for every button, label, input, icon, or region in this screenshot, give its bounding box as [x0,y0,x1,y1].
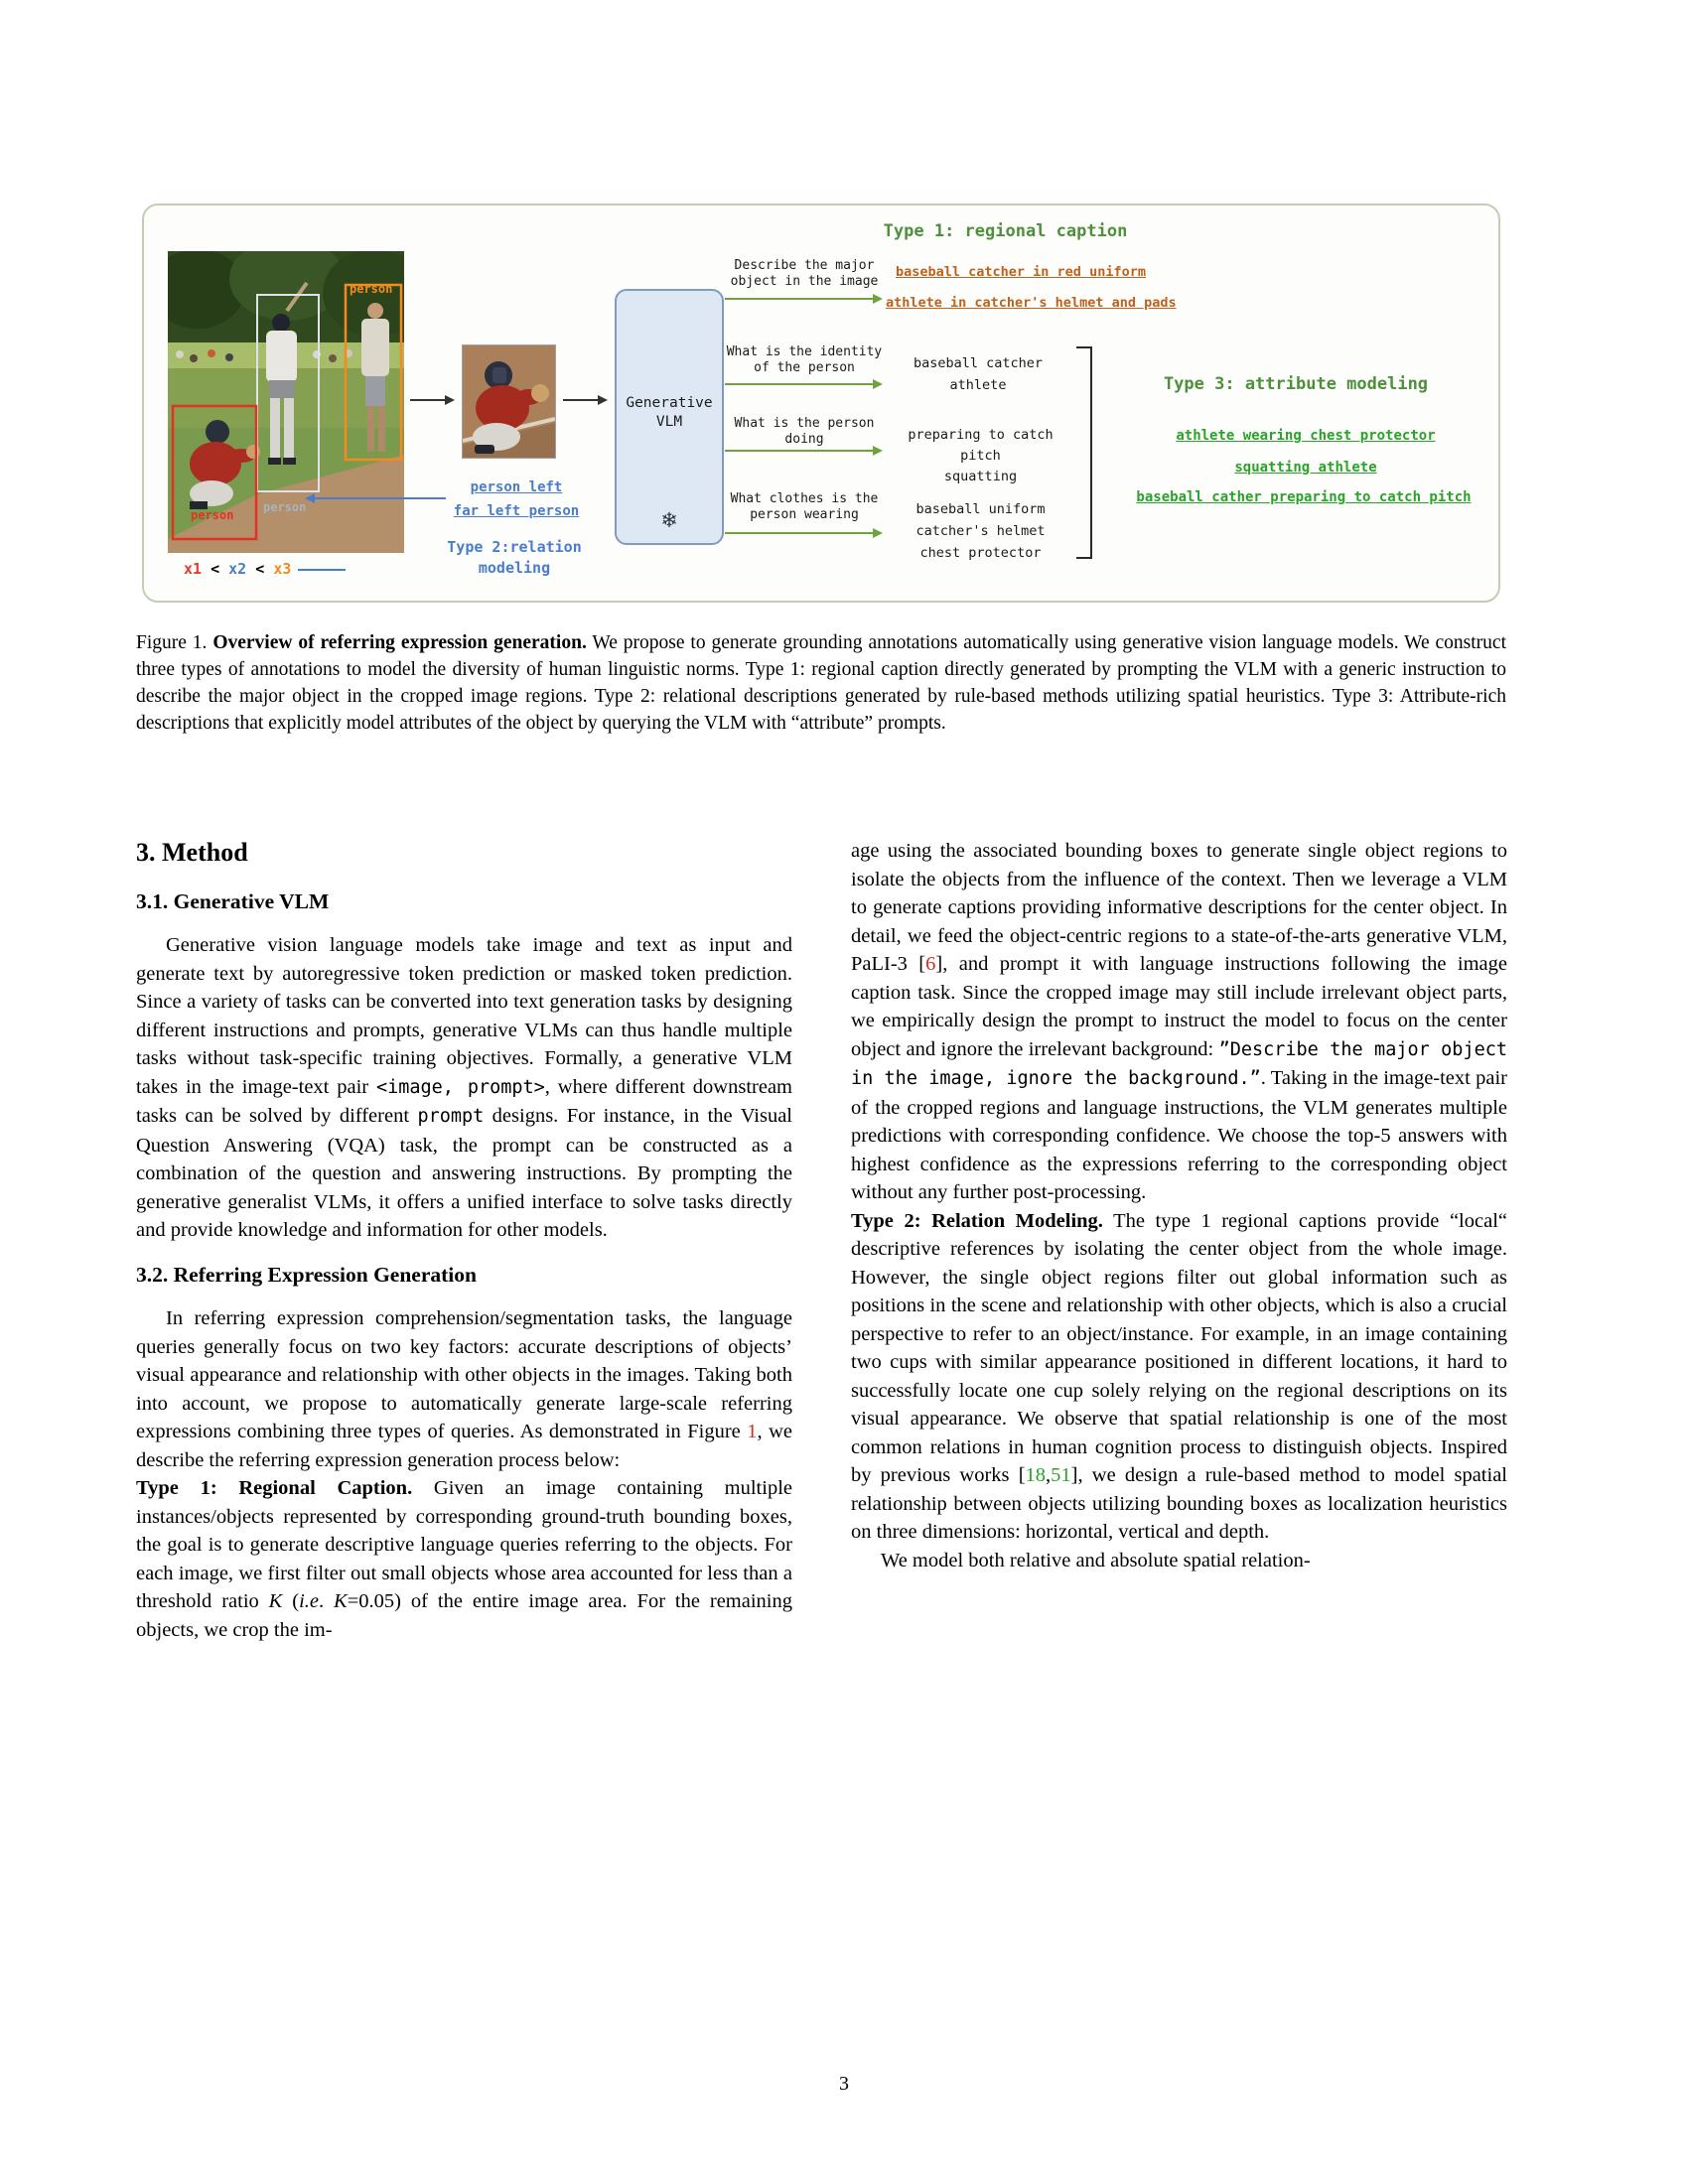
output-line: baseball catcher [913,355,1044,371]
snowflake-icon: ❄ [660,508,678,532]
axis-x2: x2 [228,560,247,578]
axis-x3: x3 [273,560,292,578]
output-line: preparing to catch pitch [908,427,1054,464]
prompt-line: doing [784,432,824,447]
para-type2-relation-modeling [851,1207,1507,1547]
output-line: chest protector [919,545,1042,561]
person-label-red: person [191,508,234,522]
type3-heading: Type 3: attribute modeling [1163,374,1429,394]
vlm-label-line2: VLM [655,414,683,430]
arrow-prompt-1 [725,293,884,305]
type3-item-2: squatting athlete [1234,460,1377,476]
arrow-prompt-2 [725,378,884,390]
caption-label: Figure 1. [136,632,208,653]
paragraph-lead: Type 1: Regional Caption. [136,1477,413,1499]
text-segment: In referring expression comprehension/segmentation tasks, the language queries generally focus on two key factors: accurate descriptions of objects’ visual appearance and relationship with other objects in the images. Taking both into account, we propose to automatically generate large-scale referring expressions combining three types of queries. As demonstrated in Figure [136,1307,792,1442]
vlm-label-line1: Generative [626,395,713,411]
math-k: K [268,1590,283,1612]
prompt-line: Describe the major [734,258,875,273]
relation-link-person-left: person left [470,479,563,495]
citation-6-link[interactable]: 6 [925,953,936,975]
text-segment: The type 1 regional captions provide “local“ descriptive references by isolating the center object from the whole image. However, the single object regions filter out global information such as positions in the scene and relationship with other objects, which is also a crucial perspective to refer to an object/instance. For example, in an image containing two cups with similar appearance positioned in different locations, it hard to successfully locate one cup solely relying on the regional descriptions on its visual appearance. We observe that spatial relationship is one of the most common relations in human cognition process to distinguish objects. Inspired by previous works [ [851,1209,1507,1486]
prompt-line: What is the identity [726,344,883,359]
output-doing [884,425,1077,487]
prompt-line: What clothes is the [730,491,879,506]
citation-18-link[interactable]: 18 [1025,1464,1047,1486]
prompt-identity [725,344,884,376]
type1-heading: Type 1: regional caption [883,221,1128,241]
prompt-clothes [725,491,884,523]
catcher-crop-image [463,345,555,458]
axis-leader-line [298,569,346,571]
left-column [136,837,792,1644]
latin-ie: i.e [299,1590,320,1612]
text-segment: , where different downstream tasks can be solved by different [136,1075,792,1127]
arrow-prompt-4 [725,527,884,539]
output-line: athlete [949,377,1007,393]
citation-51-link[interactable]: 51 [1051,1464,1071,1486]
page-number: 3 [839,2073,849,2095]
arrow-photo-to-crop [410,393,456,407]
coordinate-axis [184,560,291,578]
output-regional-2: athlete in catcher's helmet and pads [886,295,1177,311]
inline-code-instruction: ”Describe the major object in the image, ignore the background.” [851,1038,1507,1089]
bracket-top-tick [1076,346,1092,348]
generative-vlm-box [615,289,724,545]
less-than-sign: < [211,560,220,578]
bracket-vertical [1090,346,1092,559]
prompt-line: object in the image [730,274,879,289]
figure-caption [136,629,1506,737]
relation-link-far-left-person: far left person [453,503,580,519]
two-column-body [136,837,1507,1644]
math-k: K [334,1590,348,1612]
arrow-crop-to-vlm [563,393,609,407]
para-generative-vlm [136,931,792,1245]
prompt-doing [725,416,884,448]
para-spatial-relation [851,1547,1507,1575]
inline-code-image-prompt: <image, prompt> [375,1076,545,1098]
type3-item-3: baseball cather preparing to catch pitch [1136,489,1472,505]
output-line: catcher's helmet [915,523,1046,539]
text-segment: , [1046,1464,1052,1486]
prompt-line: What is the person [734,416,875,431]
text-segment: Given an image containing multiple instances/objects represented by corresponding ground-truth bounding boxes, the goal is to generate descriptive language queries referring to the objects. For each image, we first filter out small objects whose area accounted for less than a threshold ratio [136,1477,792,1612]
person-label-gray: person [263,500,307,514]
para-type1-regional-caption [136,1474,792,1644]
text-segment: ], and prompt it with language instructions following the image caption task. Since the cropped image may still include irrelevant object parts, we empirically design the prompt to instruct the model to focus on the center object and ignore the irrelevant background: [851,953,1507,1060]
subsection-heading-referring-expression: 3.2. Referring Expression Generation [136,1262,477,1287]
figure-1-panel [142,204,1500,603]
para-referring-expression-intro [136,1304,792,1474]
text-segment: =0.05) of the entire image area. For the remaining objects, we crop the im- [136,1590,792,1641]
section-heading-method: 3. Method [136,838,248,867]
caption-title: Overview of referring expression generation. [207,632,587,653]
inline-code-prompt: prompt [417,1106,485,1127]
prompt-describe-object [725,258,884,290]
text-segment: ( [282,1590,300,1612]
text-segment: ], we design a rule-based method to model spatial relationship between objects utilizing bounding boxes as localization heuristics on three dimensions: horizontal, vertical and depth. [851,1464,1507,1543]
type2-heading-line2: modeling [478,559,551,577]
type3-item-1: athlete wearing chest protector [1176,428,1436,444]
text-segment: Generative vision language models take image and text as input and generate text by autoregressive token prediction or masked token prediction. Since a variety of tasks can be converted into text generation tasks by designing different instructions and prompts, generative VLMs can thus handle multiple tasks without task-specific training objectives. Formally, a generative VLM takes in the image-text pair [136,934,792,1098]
type2-heading [425,537,604,579]
prompt-line: of the person [754,360,855,375]
prompt-line: person wearing [750,507,859,522]
text-segment: designs. For instance, in the Visual Question Answering (VQA) task, the prompt can be constructed as a combination of the question and answering instructions. By prompting the generative generalist VLMs, it offers a unified interface to solve tasks directly and provide knowledge and information for other models. [136,1105,792,1241]
arrow-prompt-3 [725,445,884,457]
output-identity [884,352,1072,396]
type2-heading-line1: Type 2:relation [447,538,582,556]
bracket-bottom-tick [1076,557,1092,559]
cropped-object-image [462,344,556,459]
less-than-sign: < [255,560,265,578]
subsection-heading-generative-vlm: 3.1. Generative VLM [136,888,330,913]
paragraph-lead: Type 2: Relation Modeling. [851,1209,1103,1232]
vlm-label [617,394,722,432]
person-label-orange: person [350,282,393,296]
text-segment: . Taking in the image-text pair of the cropped regions and language instructions, the VLM generates multiple predictions with corresponding confidence. We choose the top-5 answers with highest confidence as the expressions referring to the corresponding object without any further post-processing. [851,1067,1507,1203]
text-segment: , we describe the referring expression generation process below: [136,1421,792,1471]
output-line: squatting [943,469,1018,484]
arrow-relation-to-photo [305,491,446,505]
caption-body: We propose to generate grounding annotations automatically using generative vision language models. We construct three types of annotations to model the diversity of human linguistic norms. Type 1: regional caption directly generated by prompting the VLM with a generic instruction to describe the major object in the cropped image regions. Type 2: relational descriptions generated by rule-based methods utilizing spatial heuristics. Type 3: Attribute-rich descriptions that explicitly model attributes of the object by querying the VLM with “attribute” prompts. [136,632,1506,734]
output-clothes [884,498,1077,564]
para-regional-caption-continued [851,837,1507,1207]
output-line: baseball uniform [915,501,1046,517]
output-regional-1: baseball catcher in red uniform [896,264,1146,280]
text-segment: . [319,1590,335,1612]
text-segment: age using the associated bounding boxes to generate single object regions to isolate the objects from the influence of the context. Then we leverage a VLM to generate captions providing informative descriptions for the center object. In detail, we feed the object-centric regions to a state-of-the-arts generative VLM, PaLI-3 [ [851,840,1507,975]
axis-x1: x1 [184,560,203,578]
figure-1-reference-link[interactable]: 1 [747,1421,758,1442]
right-column [851,837,1507,1644]
text-segment: We model both relative and absolute spatial relation- [881,1549,1311,1571]
